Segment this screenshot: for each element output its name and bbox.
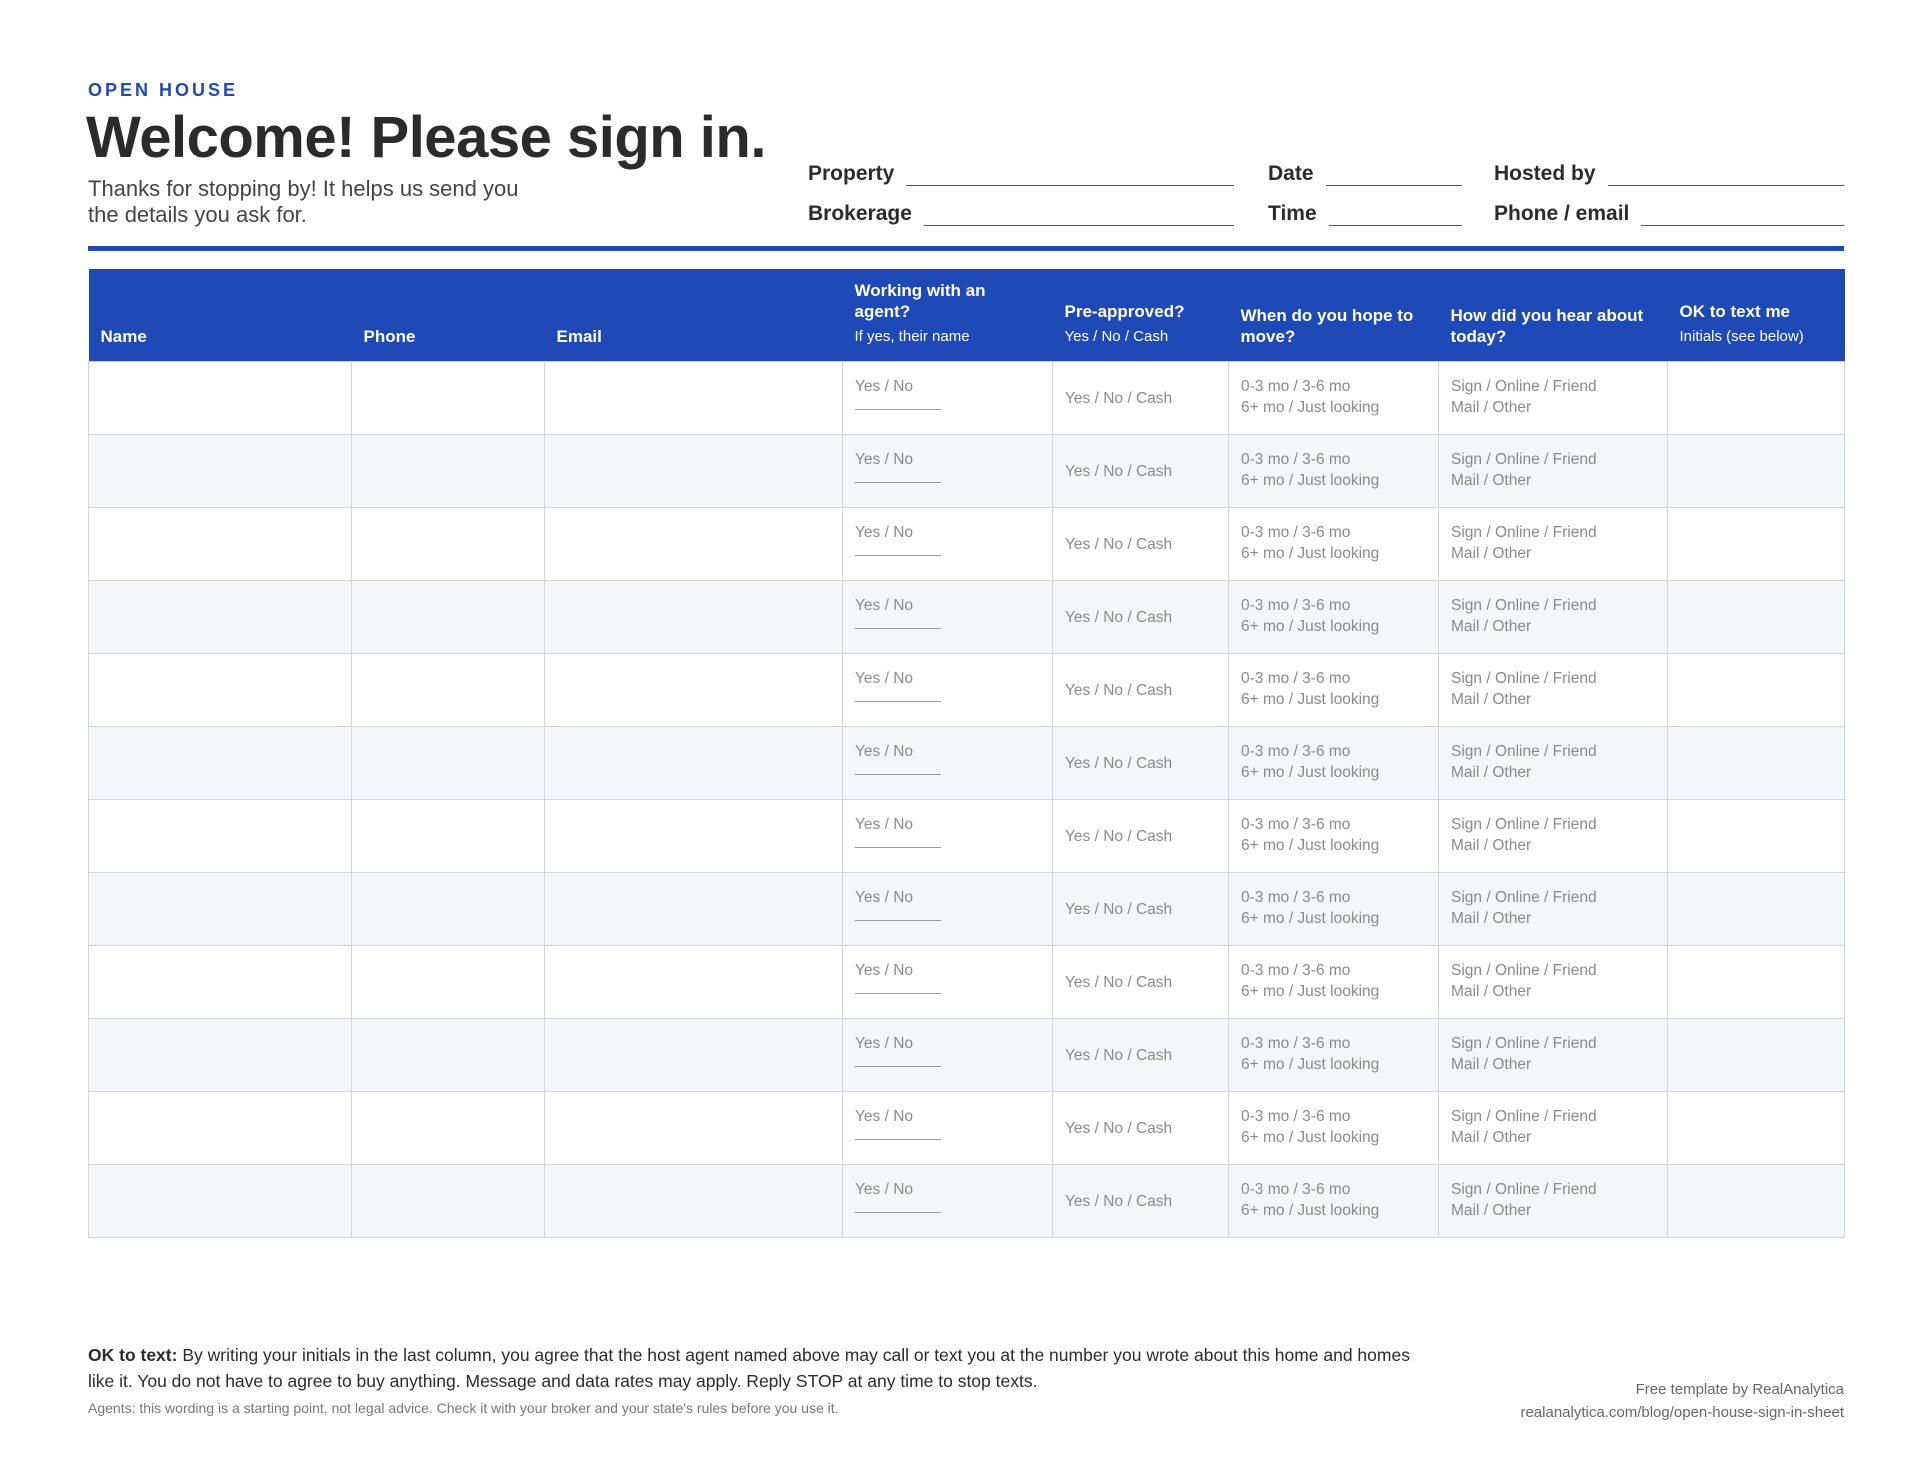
name-cell[interactable] — [89, 1092, 352, 1165]
preapproved-cell[interactable] — [1053, 508, 1229, 581]
hear-options-1: Sign / Online / Friend — [1451, 378, 1597, 395]
agent-name-blank[interactable] — [855, 908, 941, 921]
email-cell[interactable] — [545, 1165, 843, 1238]
agent-name-blank[interactable] — [855, 616, 941, 629]
agent-cell[interactable] — [843, 800, 1053, 873]
move-options-1: 0-3 mo / 3-6 mo — [1241, 597, 1351, 614]
hear-options-1: Sign / Online / Friend — [1451, 889, 1597, 906]
hear-options-2: Mail / Other — [1451, 764, 1532, 781]
text-initials-cell[interactable] — [1668, 581, 1845, 654]
move-cell[interactable] — [1229, 654, 1439, 727]
move-options-1: 0-3 mo / 3-6 mo — [1241, 1181, 1351, 1198]
hosted-by-blank[interactable] — [1608, 163, 1844, 186]
agent-options: Yes / No — [855, 451, 914, 468]
agent-name-blank[interactable] — [855, 397, 941, 410]
name-cell[interactable] — [89, 435, 352, 508]
hear-cell[interactable] — [1439, 435, 1668, 508]
text-initials-cell[interactable] — [1668, 508, 1845, 581]
email-cell[interactable] — [545, 727, 843, 800]
agent-name-blank[interactable] — [855, 1127, 941, 1140]
hear-cell[interactable] — [1439, 508, 1668, 581]
agent-name-blank[interactable] — [855, 470, 941, 483]
name-cell[interactable] — [89, 362, 352, 435]
agent-options: Yes / No — [855, 743, 914, 760]
hear-options-2: Mail / Other — [1451, 1202, 1532, 1219]
preapproved-options: Yes / No / Cash — [1065, 389, 1173, 407]
col-header-phone — [352, 269, 545, 362]
move-options-1: 0-3 mo / 3-6 mo — [1241, 378, 1351, 395]
hear-options-1: Sign / Online / Friend — [1451, 962, 1597, 979]
move-options-1: 0-3 mo / 3-6 mo — [1241, 889, 1351, 906]
text-initials-cell[interactable] — [1668, 1165, 1845, 1238]
agent-cell[interactable] — [843, 1019, 1053, 1092]
move-cell[interactable] — [1229, 873, 1439, 946]
page-title: Welcome! Please sign in. — [86, 105, 766, 170]
phone-cell[interactable] — [352, 1092, 545, 1165]
agent-name-blank[interactable] — [855, 835, 941, 848]
phone-cell[interactable] — [352, 654, 545, 727]
preapproved-cell[interactable] — [1053, 581, 1229, 654]
preapproved-cell[interactable] — [1053, 362, 1229, 435]
phone-cell[interactable] — [352, 800, 545, 873]
text-initials-cell[interactable] — [1668, 362, 1845, 435]
move-options-1: 0-3 mo / 3-6 mo — [1241, 1108, 1351, 1125]
hear-options-1: Sign / Online / Friend — [1451, 451, 1597, 468]
hear-options-1: Sign / Online / Friend — [1451, 816, 1597, 833]
name-cell[interactable] — [89, 946, 352, 1019]
move-options-2: 6+ mo / Just looking — [1241, 764, 1380, 781]
col-move-label: When do you hope to move? — [1240, 306, 1414, 346]
hear-options-1: Sign / Online / Friend — [1451, 597, 1597, 614]
name-cell[interactable] — [89, 654, 352, 727]
agent-options: Yes / No — [855, 1181, 914, 1198]
date-label: Date — [1268, 162, 1314, 185]
move-options-2: 6+ mo / Just looking — [1241, 618, 1380, 635]
agent-options: Yes / No — [855, 670, 914, 687]
name-cell[interactable] — [89, 581, 352, 654]
hear-options-2: Mail / Other — [1451, 691, 1532, 708]
agent-options: Yes / No — [855, 524, 914, 541]
agent-name-blank[interactable] — [855, 1054, 941, 1067]
hear-cell[interactable] — [1439, 654, 1668, 727]
agent-name-blank[interactable] — [855, 689, 941, 702]
hear-options-1: Sign / Online / Friend — [1451, 1181, 1597, 1198]
agent-options: Yes / No — [855, 378, 914, 395]
table-row — [89, 581, 1845, 654]
preapproved-cell[interactable] — [1053, 727, 1229, 800]
text-initials-cell[interactable] — [1668, 1019, 1845, 1092]
phone-cell[interactable] — [352, 508, 545, 581]
move-options-2: 6+ mo / Just looking — [1241, 472, 1380, 489]
table-row — [89, 362, 1845, 435]
hear-options-2: Mail / Other — [1451, 983, 1532, 1000]
email-cell[interactable] — [545, 654, 843, 727]
col-header-name — [89, 269, 352, 362]
email-cell[interactable] — [545, 1019, 843, 1092]
text-initials-cell[interactable] — [1668, 946, 1845, 1019]
email-cell[interactable] — [545, 362, 843, 435]
phone-cell[interactable] — [352, 946, 545, 1019]
name-cell[interactable] — [89, 727, 352, 800]
hear-cell[interactable] — [1439, 727, 1668, 800]
hear-options-1: Sign / Online / Friend — [1451, 1108, 1597, 1125]
preapproved-cell[interactable] — [1053, 873, 1229, 946]
agent-cell[interactable] — [843, 873, 1053, 946]
hear-cell[interactable] — [1439, 362, 1668, 435]
text-initials-cell[interactable] — [1668, 800, 1845, 873]
phone-cell[interactable] — [352, 362, 545, 435]
col-phone-label: Phone — [363, 327, 416, 346]
move-cell[interactable] — [1229, 1092, 1439, 1165]
table-row — [89, 727, 1845, 800]
email-cell[interactable] — [545, 873, 843, 946]
agent-cell[interactable] — [843, 1165, 1053, 1238]
preapproved-options: Yes / No / Cash — [1065, 827, 1173, 845]
date-field[interactable] — [1268, 162, 1462, 186]
phone-cell[interactable] — [352, 1019, 545, 1092]
header-divider — [88, 246, 1844, 251]
move-options-1: 0-3 mo / 3-6 mo — [1241, 962, 1351, 979]
hosted-by-label: Hosted by — [1494, 162, 1596, 185]
table-row — [89, 508, 1845, 581]
property-blank[interactable] — [906, 163, 1234, 186]
hear-options-2: Mail / Other — [1451, 1056, 1532, 1073]
agent-cell[interactable] — [843, 362, 1053, 435]
move-options-2: 6+ mo / Just looking — [1241, 910, 1380, 927]
name-cell[interactable] — [89, 1165, 352, 1238]
hear-cell[interactable] — [1439, 1092, 1668, 1165]
col-header-preapproved — [1053, 269, 1229, 362]
agent-options: Yes / No — [855, 1035, 914, 1052]
preapproved-cell[interactable] — [1053, 800, 1229, 873]
brokerage-label: Brokerage — [808, 202, 912, 225]
preapproved-options: Yes / No / Cash — [1065, 1046, 1173, 1064]
hear-cell[interactable] — [1439, 946, 1668, 1019]
text-initials-cell[interactable] — [1668, 654, 1845, 727]
agent-name-blank[interactable] — [855, 1200, 941, 1213]
sign-in-table — [88, 269, 1845, 1238]
name-cell[interactable] — [89, 1019, 352, 1092]
move-cell[interactable] — [1229, 362, 1439, 435]
phone-cell[interactable] — [352, 435, 545, 508]
col-agent-label: Working with an agent? — [854, 281, 986, 321]
table-row — [89, 800, 1845, 873]
hear-cell[interactable] — [1439, 1019, 1668, 1092]
hear-options-2: Mail / Other — [1451, 618, 1532, 635]
agent-cell[interactable] — [843, 435, 1053, 508]
phone-cell[interactable] — [352, 581, 545, 654]
page-subtitle: Thanks for stopping by! It helps us send you the details you ask for. — [88, 176, 519, 227]
agent-options: Yes / No — [855, 1108, 914, 1125]
move-options-1: 0-3 mo / 3-6 mo — [1241, 524, 1351, 541]
col-email-label: Email — [556, 327, 602, 346]
agent-cell[interactable] — [843, 508, 1053, 581]
table-row — [89, 1092, 1845, 1165]
move-options-1: 0-3 mo / 3-6 mo — [1241, 743, 1351, 760]
text-initials-cell[interactable] — [1668, 435, 1845, 508]
move-cell[interactable] — [1229, 508, 1439, 581]
hear-cell[interactable] — [1439, 581, 1668, 654]
hear-cell[interactable] — [1439, 873, 1668, 946]
agent-cell[interactable] — [843, 654, 1053, 727]
table-header-row — [89, 269, 1845, 362]
preapproved-options: Yes / No / Cash — [1065, 1192, 1173, 1210]
agent-cell[interactable] — [843, 946, 1053, 1019]
col-name-label: Name — [100, 327, 147, 346]
consent-body: By writing your initials in the last column, you agree that the host agent named above may call or text you at the number you wrote about this home and homes like it. You do not have to agree to buy anything. Message and data rates may apply. Reply STOP at any time to stop texts. — [88, 1345, 1410, 1391]
property-label: Property — [808, 162, 895, 185]
date-blank[interactable] — [1326, 163, 1462, 186]
col-preapproved-sublabel: Yes / No / Cash — [1064, 328, 1169, 345]
name-cell[interactable] — [89, 508, 352, 581]
name-cell[interactable] — [89, 873, 352, 946]
agent-options: Yes / No — [855, 962, 914, 979]
agent-cell[interactable] — [843, 727, 1053, 800]
agent-name-blank[interactable] — [855, 981, 941, 994]
col-text-sublabel: Initials (see below) — [1679, 328, 1804, 345]
phone-cell[interactable] — [352, 1165, 545, 1238]
credit-url[interactable]: realanalytica.com/blog/open-house-sign-in-sheet — [1520, 1404, 1844, 1421]
move-options-1: 0-3 mo / 3-6 mo — [1241, 816, 1351, 833]
brokerage-blank[interactable] — [924, 203, 1234, 226]
preapproved-cell[interactable] — [1053, 1092, 1229, 1165]
preapproved-options: Yes / No / Cash — [1065, 608, 1173, 626]
move-cell[interactable] — [1229, 1019, 1439, 1092]
email-cell[interactable] — [545, 1092, 843, 1165]
hear-options-1: Sign / Online / Friend — [1451, 670, 1597, 687]
col-header-move — [1229, 269, 1439, 362]
email-cell[interactable] — [545, 508, 843, 581]
table-row — [89, 946, 1845, 1019]
host-contact-blank[interactable] — [1641, 203, 1844, 226]
table-row — [89, 873, 1845, 946]
table-row — [89, 435, 1845, 508]
agent-name-blank[interactable] — [855, 762, 941, 775]
time-field[interactable] — [1268, 202, 1462, 226]
move-options-1: 0-3 mo / 3-6 mo — [1241, 1035, 1351, 1052]
col-preapproved-label: Pre-approved? — [1064, 302, 1185, 321]
move-cell[interactable] — [1229, 581, 1439, 654]
move-cell[interactable] — [1229, 946, 1439, 1019]
col-hear-label: How did you hear about today? — [1450, 306, 1644, 346]
email-cell[interactable] — [545, 435, 843, 508]
preapproved-cell[interactable] — [1053, 1019, 1229, 1092]
hear-options-2: Mail / Other — [1451, 399, 1532, 416]
host-contact-label: Phone / email — [1494, 202, 1630, 225]
name-cell[interactable] — [89, 800, 352, 873]
preapproved-cell[interactable] — [1053, 435, 1229, 508]
hear-options-2: Mail / Other — [1451, 472, 1532, 489]
preapproved-cell[interactable] — [1053, 654, 1229, 727]
col-header-email — [545, 269, 843, 362]
move-options-1: 0-3 mo / 3-6 mo — [1241, 451, 1351, 468]
move-options-2: 6+ mo / Just looking — [1241, 1129, 1380, 1146]
brokerage-field[interactable] — [808, 202, 1234, 226]
preapproved-options: Yes / No / Cash — [1065, 535, 1173, 553]
preapproved-options: Yes / No / Cash — [1065, 681, 1173, 699]
hosted-by-field[interactable] — [1494, 162, 1844, 186]
consent-label: OK to text: — [88, 1345, 178, 1365]
col-agent-sublabel: If yes, their name — [854, 328, 970, 345]
move-options-2: 6+ mo / Just looking — [1241, 545, 1380, 562]
preapproved-options: Yes / No / Cash — [1065, 900, 1173, 918]
hear-cell[interactable] — [1439, 1165, 1668, 1238]
move-options-2: 6+ mo / Just looking — [1241, 1056, 1380, 1073]
hear-options-1: Sign / Online / Friend — [1451, 524, 1597, 541]
hear-options-1: Sign / Online / Friend — [1451, 1035, 1597, 1052]
hear-options-2: Mail / Other — [1451, 1129, 1532, 1146]
move-options-2: 6+ mo / Just looking — [1241, 837, 1380, 854]
agent-cell[interactable] — [843, 1092, 1053, 1165]
email-cell[interactable] — [545, 800, 843, 873]
preapproved-options: Yes / No / Cash — [1065, 754, 1173, 772]
time-label: Time — [1268, 202, 1317, 225]
hear-options-2: Mail / Other — [1451, 837, 1532, 854]
move-cell[interactable] — [1229, 727, 1439, 800]
text-initials-cell[interactable] — [1668, 873, 1845, 946]
move-cell[interactable] — [1229, 435, 1439, 508]
table-row — [89, 654, 1845, 727]
email-cell[interactable] — [545, 946, 843, 1019]
move-options-1: 0-3 mo / 3-6 mo — [1241, 670, 1351, 687]
preapproved-cell[interactable] — [1053, 1165, 1229, 1238]
col-text-label: OK to text me — [1679, 302, 1791, 321]
agent-disclaimer: Agents: this wording is a starting point, not legal advice. Check it with your broker and your state's rules before you use it. — [88, 1400, 839, 1416]
property-field[interactable] — [808, 162, 1234, 186]
eyebrow-label: OPEN HOUSE — [88, 80, 239, 100]
agent-name-blank[interactable] — [855, 543, 941, 556]
col-header-agent — [843, 269, 1053, 362]
preapproved-options: Yes / No / Cash — [1065, 1119, 1173, 1137]
template-credit — [1520, 1378, 1844, 1424]
agent-options: Yes / No — [855, 889, 914, 906]
col-header-text — [1668, 269, 1845, 362]
move-options-2: 6+ mo / Just looking — [1241, 399, 1380, 416]
hear-cell[interactable] — [1439, 800, 1668, 873]
text-initials-cell[interactable] — [1668, 727, 1845, 800]
move-cell[interactable] — [1229, 800, 1439, 873]
move-options-2: 6+ mo / Just looking — [1241, 691, 1380, 708]
move-options-2: 6+ mo / Just looking — [1241, 983, 1380, 1000]
hear-options-2: Mail / Other — [1451, 545, 1532, 562]
agent-options: Yes / No — [855, 597, 914, 614]
agent-cell[interactable] — [843, 581, 1053, 654]
table-row — [89, 1165, 1845, 1238]
hear-options-2: Mail / Other — [1451, 910, 1532, 927]
phone-cell[interactable] — [352, 873, 545, 946]
preapproved-options: Yes / No / Cash — [1065, 973, 1173, 991]
email-cell[interactable] — [545, 581, 843, 654]
move-options-2: 6+ mo / Just looking — [1241, 1202, 1380, 1219]
host-contact-field[interactable] — [1494, 202, 1844, 226]
phone-cell[interactable] — [352, 727, 545, 800]
table-row — [89, 1019, 1845, 1092]
preapproved-cell[interactable] — [1053, 946, 1229, 1019]
col-header-hear — [1439, 269, 1668, 362]
time-blank[interactable] — [1329, 203, 1462, 226]
move-cell[interactable] — [1229, 1165, 1439, 1238]
credit-line: Free template by RealAnalytica — [1635, 1381, 1844, 1398]
text-initials-cell[interactable] — [1668, 1092, 1845, 1165]
agent-options: Yes / No — [855, 816, 914, 833]
preapproved-options: Yes / No / Cash — [1065, 462, 1173, 480]
consent-text — [88, 1342, 1418, 1394]
hear-options-1: Sign / Online / Friend — [1451, 743, 1597, 760]
